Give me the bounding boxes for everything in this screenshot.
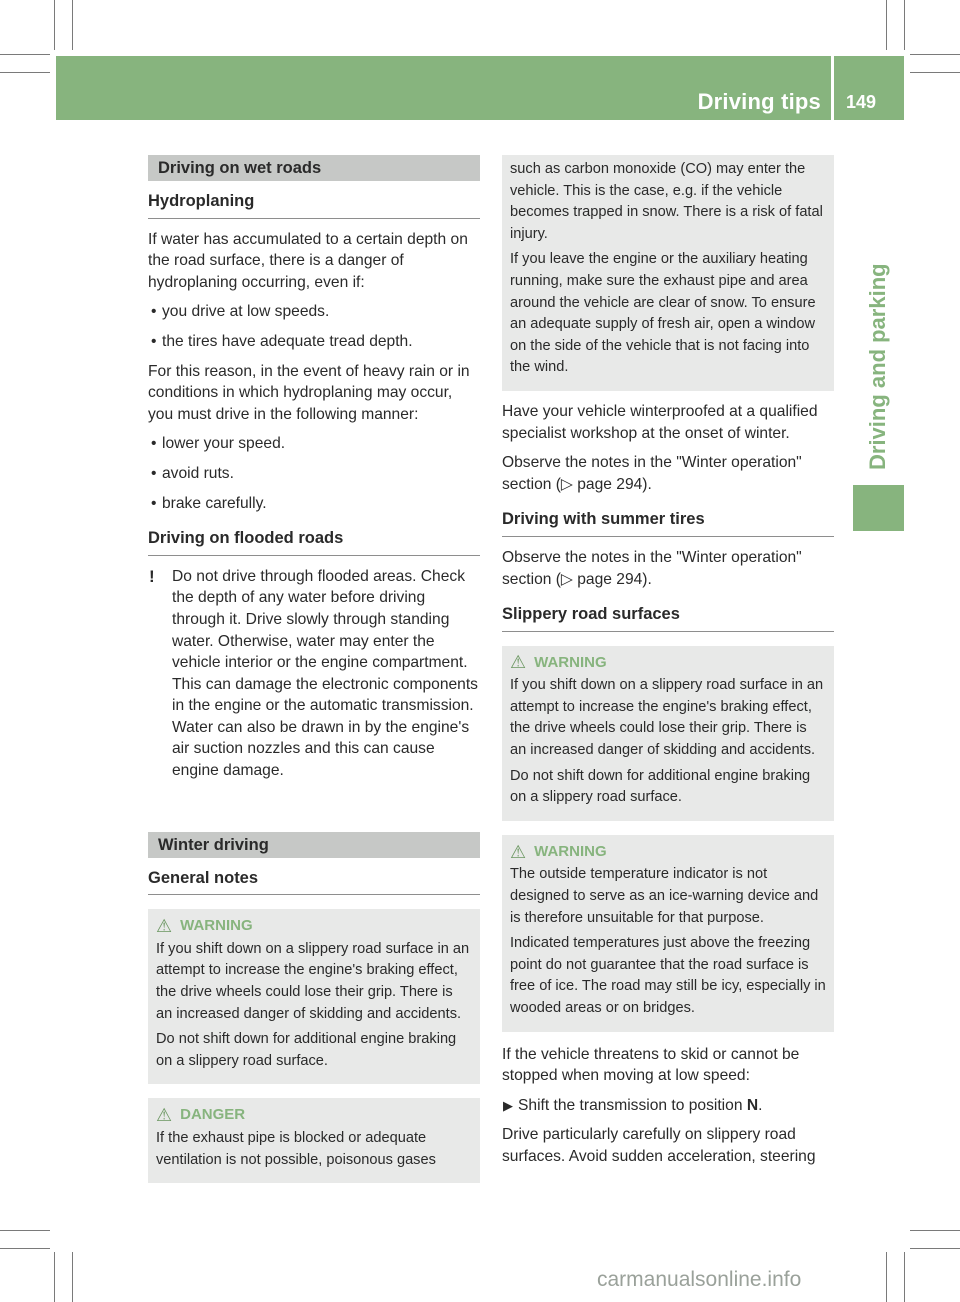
section-tab-marker (853, 485, 904, 531)
list-item: • you drive at low speeds. (148, 301, 480, 323)
crop-mark (886, 1252, 887, 1302)
paragraph: If the exhaust pipe is blocked or adequate ventilation is not possible, poisonous gases (156, 1130, 436, 1168)
page-title: Driving tips (697, 89, 821, 114)
warning-triangle-icon: ⚠ (156, 1105, 173, 1126)
paragraph: Observe the notes in the "Winter operation" section (▷ page 294). (502, 548, 802, 588)
caution-note: ! Do not drive through flooded areas. Check the depth of any water before driving through it. Drive slowly through standing water. Otherwise, water may enter the vehicle interior or the engine compartment. This can damage the electronic components in the engine or the automatic transmission. Water can also be drawn in by the engine's air suction nozzles and this can cause engine damage. (149, 566, 478, 780)
crop-mark (910, 54, 960, 55)
crop-mark (72, 1252, 73, 1302)
crop-mark (72, 0, 73, 50)
warning-triangle-icon: ⚠ (156, 916, 173, 937)
action-arrow-icon: ▶ (503, 1097, 513, 1113)
crop-mark (886, 0, 887, 50)
paragraph: If you leave the engine or the auxiliary heating running, make sure the exhaust pipe and area around the vehicle are clear of snow. To ensure an adequate supply of fresh air, open a window on the side of the vehicle that is not facing into the wind. (510, 251, 816, 376)
warning-title: WARNING (180, 917, 253, 935)
paragraph: Drive particularly carefully on slippery road surfaces. Avoid sudden acceleration, steering (502, 1126, 816, 1165)
left-column (148, 155, 480, 1191)
subheading-summer-tires: Driving with summer tires (502, 509, 834, 537)
paragraph: Indicated temperatures just above the freezing point do not guarantee that the road surface is free of ice. The road may still be icy, especially in wooded areas or on bridges. (510, 935, 826, 1016)
bullet-icon: • (151, 332, 157, 350)
page-number: 149 (846, 92, 877, 112)
warning-box (502, 835, 834, 1032)
subheading-hydroplaning: Hydroplaning (148, 191, 480, 219)
list-item: • avoid ruts. (148, 463, 480, 485)
crop-mark (0, 72, 50, 73)
paragraph: Do not shift down for additional engine braking on a slippery road surface. (156, 1031, 457, 1069)
warning-triangle-icon: ⚠ (510, 652, 527, 673)
warning-box (502, 646, 834, 821)
crop-mark (54, 0, 55, 50)
warning-box (148, 909, 480, 1084)
paragraph: The outside temperature indicator is not designed to serve as an ice-warning device and is therefore unsuitable for that purpose. (510, 866, 819, 926)
bullet-icon: • (151, 435, 157, 453)
paragraph: If water has accumulated to a certain depth on the road surface, there is a danger of hydroplaning occurring, even if: (148, 230, 468, 291)
paragraph: such as carbon monoxide (CO) may enter the vehicle. This is the case, e.g. if the vehicle becomes trapped in snow. There is a risk of fatal injury. (510, 161, 823, 242)
danger-box (148, 1098, 480, 1183)
list-item: • the tires have adequate tread depth. (148, 331, 480, 353)
warning-title: WARNING (534, 653, 607, 671)
watermark: carmanualsonline.info (597, 1268, 802, 1291)
danger-title: DANGER (180, 1106, 246, 1124)
crop-mark (910, 1248, 960, 1249)
bullet-icon: • (151, 494, 157, 512)
bullet-icon: • (151, 303, 157, 321)
section-heading-winter: Winter driving (148, 832, 480, 858)
crop-mark (0, 1230, 50, 1231)
paragraph: Have your vehicle winterproofed at a qualified specialist workshop at the onset of winter. (502, 402, 818, 442)
list-item: • brake carefully. (148, 493, 480, 515)
subheading-general-notes: General notes (148, 868, 480, 896)
crop-mark (910, 72, 960, 73)
list-item: • lower your speed. (148, 433, 480, 455)
crop-mark (904, 0, 905, 50)
crop-mark (910, 1230, 960, 1231)
subheading-slippery-roads: Slippery road surfaces (502, 604, 834, 632)
crop-mark (0, 1248, 50, 1249)
warning-title: WARNING (534, 842, 607, 860)
gear-position: N (746, 1096, 759, 1114)
action-step: ▶ Shift the transmission to position N. (502, 1095, 834, 1117)
right-column (502, 155, 834, 1176)
section-heading-wet-roads: Driving on wet roads (148, 155, 480, 181)
bullet-icon: • (151, 464, 157, 482)
crop-mark (0, 54, 50, 55)
warning-triangle-icon: ⚠ (510, 841, 527, 862)
paragraph: If the vehicle threatens to skid or cannot be stopped when moving at low speed: (502, 1045, 800, 1085)
paragraph: For this reason, in the event of heavy rain or in conditions in which hydroplaning may occur, you must drive in the following manner: (148, 362, 470, 423)
danger-box-continued (502, 155, 834, 391)
exclamation-icon: ! (149, 566, 155, 586)
crop-mark (54, 1252, 55, 1302)
paragraph: If you shift down on a slippery road surface in an attempt to increase the engine's braking effect, the drive wheels could lose their grip. There is an increased danger of skidding and accidents. (510, 677, 824, 759)
section-tab-label: Driving and parking (865, 263, 890, 470)
subheading-flooded-roads: Driving on flooded roads (148, 528, 480, 556)
crop-mark (904, 1252, 905, 1302)
header-separator (831, 56, 834, 120)
paragraph: If you shift down on a slippery road surface in an attempt to increase the engine's braking effect, the drive wheels could lose their grip. There is an increased danger of skidding and accidents. (156, 940, 470, 1022)
paragraph: Observe the notes in the "Winter operation" section (▷ page 294). (502, 454, 802, 493)
paragraph: Do not shift down for additional engine braking on a slippery road surface. (510, 767, 811, 806)
